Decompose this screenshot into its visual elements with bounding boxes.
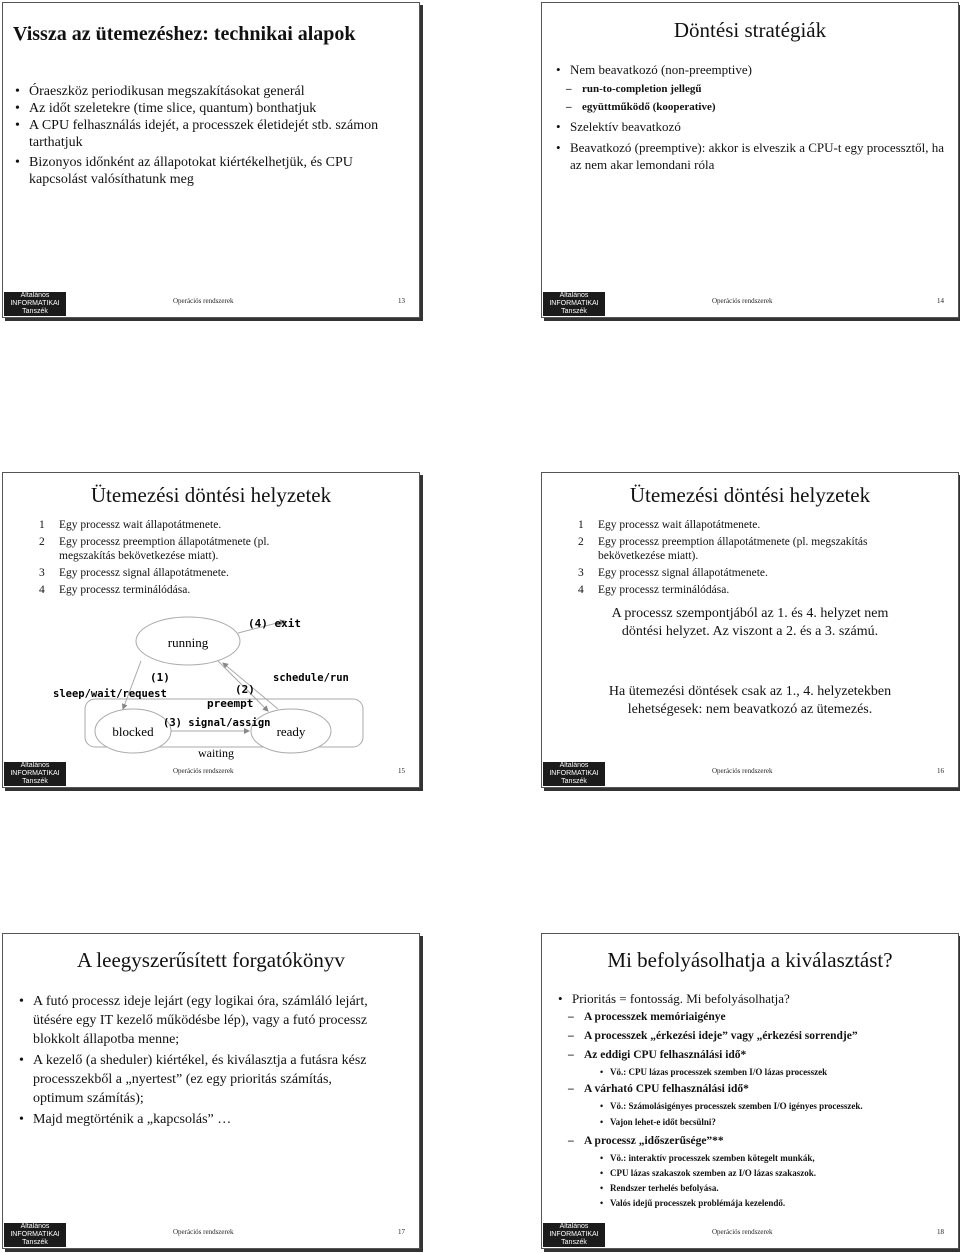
page-number: 15 (398, 767, 405, 775)
list-item: – A processz „időszerűsége”** (558, 1133, 952, 1150)
list-item: • Vö.: Számolásigényes processzek szemben I/O igényes processzek. (558, 1099, 952, 1113)
list-item: • A futó processz ideje lejárt (egy logikai óra, számláló lejárt, ütésére egy IT kezelő működésbe lép), vagy a futó processz blokkolt állapotba menne; (19, 992, 379, 1049)
slide-footer (3, 761, 419, 787)
slide-title: A leegyszerűsített forgatókönyv (77, 948, 345, 972)
slide-15 (2, 472, 420, 788)
page-number: 17 (398, 1228, 405, 1236)
list-item: • Óraeszköz periodikusan megszakításokat generál (15, 83, 409, 100)
list-item: • Rendszer terhelés befolyása. (558, 1181, 952, 1195)
list-item: • Vö.: CPU lázas processzek szemben I/O lázas processzek (558, 1065, 952, 1079)
schedule-label: schedule/run (273, 672, 349, 684)
slide-footer (542, 761, 958, 787)
slide-footer (542, 291, 958, 317)
list-item: 1 Egy processz wait állapotátmenete. (578, 519, 761, 531)
slide-14 (541, 2, 959, 318)
list-item: – A processzek „érkezési ideje” vagy „érkezési sorrendje” (558, 1028, 952, 1045)
list-item: • Bizonyos időnként az állapotokat kiértékelhetjük, és CPU kapcsolást valósíthatunk meg (15, 154, 409, 188)
list-item: • Vajon lehet-e időt becsülni? (558, 1115, 952, 1129)
list-item: 4 Egy processz terminálódása. (578, 584, 730, 596)
conclusion-paragraph: A processz szempontjából az 1. és 4. helyzet nem döntési helyzet. Az viszont a 2. és a 3. számú. (611, 606, 889, 639)
list-item: – run-to-completion jellegű (556, 82, 948, 96)
state-diagram (23, 611, 413, 761)
department-logo: Általános INFORMATIKAI Tanszék (543, 1223, 605, 1247)
signal-label: (3) signal/assign (163, 717, 271, 729)
slide-footer (3, 291, 419, 317)
slide-title: Ütemezési döntési helyzetek (629, 483, 871, 507)
slide-footer (3, 1222, 419, 1248)
list-item: • Prioritás = fontosság. Mi befolyásolhatja? (558, 991, 952, 1007)
bullet-list (558, 991, 952, 1210)
list-item: • Valós idejű processzek problémája kezelendő. (558, 1196, 952, 1210)
list-item: 1 Egy processz wait állapotátmenete. (39, 519, 222, 531)
running-label: running (167, 635, 209, 650)
list-item: – együttműködő (kooperative) (556, 100, 948, 114)
footer-label: Operációs rendszerek (173, 1228, 234, 1236)
summary-paragraph: Ha ütemezési döntések csak az 1., 4. helyzetekben lehetségesek: nem beavatkozó az ütemezés. (608, 684, 892, 717)
page-number: 18 (937, 1228, 944, 1236)
sleep-label: sleep/wait/request (53, 688, 167, 700)
footer-label: Operációs rendszerek (712, 767, 773, 775)
page-number: 13 (398, 297, 405, 305)
bullet-list (556, 61, 948, 173)
preempt-number: (2) (235, 683, 255, 696)
page-number: 14 (937, 297, 944, 305)
list-item: • CPU lázas szakaszok szemben az I/O lázas szakaszok. (558, 1166, 952, 1180)
slide-18 (541, 933, 959, 1249)
bullet-list (19, 992, 379, 1129)
footer-label: Operációs rendszerek (173, 767, 234, 775)
page-number: 16 (937, 767, 944, 775)
numbered-list (33, 518, 273, 597)
sleep-number: (1) (150, 671, 170, 684)
slide-title: Mi befolyásolhatja a kiválasztást? (607, 948, 893, 972)
blocked-label: blocked (112, 724, 154, 739)
footer-label: Operációs rendszerek (712, 1228, 773, 1236)
list-item: • A kezelő (a sheduler) kiértékel, és kiválasztja a futásra kész processzekből a „nyertest” (ez egy prioritás számítás, optimum számítás); (19, 1051, 379, 1108)
department-logo: Általános INFORMATIKAI Tanszék (543, 762, 605, 786)
department-logo: Általános INFORMATIKAI Tanszék (4, 292, 66, 316)
list-item: 2 Egy processz preemption állapotátmenete (pl. megszakítás bekövetkezése miatt). (578, 536, 868, 562)
list-item: • Vö.: interaktív processzek szemben kötegelt munkák, (558, 1151, 952, 1165)
list-item: 2 Egy processz preemption állapotátmenete (pl. megszakítás bekövetkezése miatt). (39, 536, 270, 562)
list-item: • Majd megtörténik a „kapcsolás” … (19, 1110, 379, 1129)
list-item: – A várható CPU felhasználási idő* (558, 1081, 952, 1098)
preempt-label: preempt (207, 697, 254, 710)
numbered-list (572, 518, 912, 597)
list-item: • A CPU felhasználás idejét, a processzek életidejét stb. számon tarthatjuk (15, 117, 409, 151)
department-logo: Általános INFORMATIKAI Tanszék (543, 292, 605, 316)
slide-footer (542, 1222, 958, 1248)
list-item: • Az időt szeletekre (time slice, quantum) bonthatjuk (15, 100, 409, 117)
slide-title: Vissza az ütemezéshez: technikai alapok (13, 23, 356, 45)
waiting-label: waiting (198, 746, 234, 760)
slide-16 (541, 472, 959, 788)
slide-title: Ütemezési döntési helyzetek (90, 483, 332, 507)
department-logo: Általános INFORMATIKAI Tanszék (4, 762, 66, 786)
footer-label: Operációs rendszerek (712, 297, 773, 305)
list-item: – A processzek memóriaigénye (558, 1009, 952, 1026)
department-logo: Általános INFORMATIKAI Tanszék (4, 1223, 66, 1247)
bullet-list (15, 83, 409, 188)
list-item: • Szelektív beavatkozó (556, 118, 948, 135)
slide-17 (2, 933, 420, 1249)
ready-label: ready (276, 724, 306, 739)
footer-label: Operációs rendszerek (173, 297, 234, 305)
list-item: • Beavatkozó (preemptive): akkor is elveszik a CPU-t egy processztől, ha az nem akar lemondani róla (556, 139, 948, 173)
list-item: – Az eddigi CPU felhasználási idő* (558, 1047, 952, 1064)
list-item: 3 Egy processz signal állapotátmenete. (578, 567, 768, 579)
list-item: 3 Egy processz signal állapotátmenete. (39, 567, 229, 579)
slide-title: Döntési stratégiák (673, 18, 827, 42)
exit-label: (4) exit (248, 617, 301, 630)
list-item: • Nem beavatkozó (non-preemptive) (556, 61, 948, 78)
slide-13 (2, 2, 420, 318)
list-item: 4 Egy processz terminálódása. (39, 584, 191, 596)
